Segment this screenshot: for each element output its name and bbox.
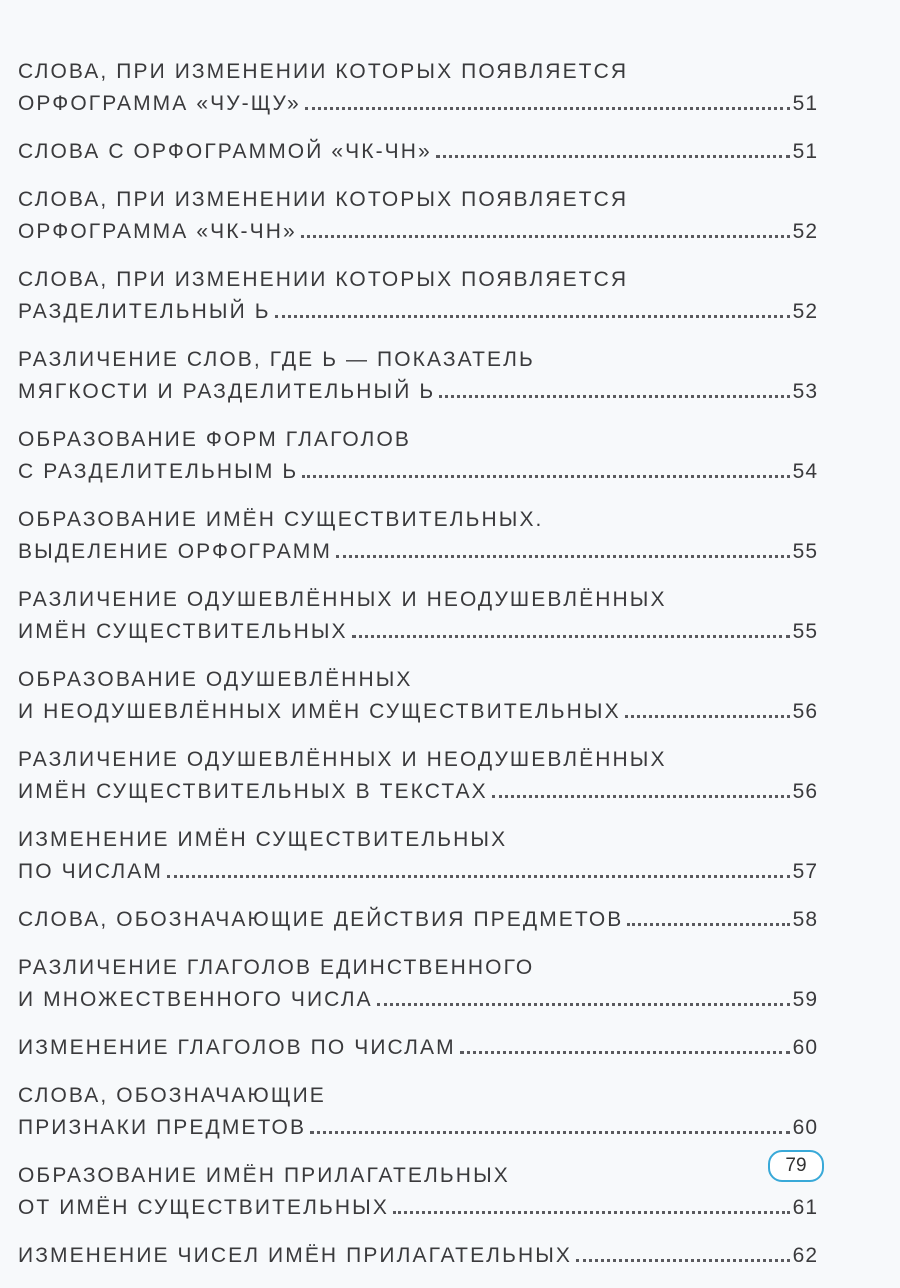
toc-entry: [18, 952, 818, 1016]
toc-entry-title-line: ОТ ИМЁН СУЩЕСТВИТЕЛЬНЫХ: [18, 1196, 389, 1219]
toc-entry-title-line: ОБРАЗОВАНИЕ ОДУШЕВЛЁННЫХ: [18, 668, 413, 691]
toc-entry: [18, 56, 818, 120]
toc-entry-title-line: ОБРАЗОВАНИЕ ИМЁН ПРИЛАГАТЕЛЬНЫХ: [18, 1164, 510, 1187]
toc-entry: [18, 1080, 818, 1144]
toc-entry-page-number: 62: [792, 1244, 818, 1267]
toc-entry: [18, 744, 818, 808]
toc-entry-page-number: 61: [792, 1196, 818, 1219]
toc-entry-last-line: [18, 696, 818, 728]
toc-entry-title-line: ИЗМЕНЕНИЕ ИМЁН СУЩЕСТВИТЕЛЬНЫХ: [18, 828, 508, 851]
toc-entry-title-line: СЛОВА С ОРФОГРАММОЙ «ЧК-ЧН»: [18, 140, 432, 163]
toc-entry-page-number: 53: [792, 380, 818, 403]
toc-entry-title-line: СЛОВА, ПРИ ИЗМЕНЕНИИ КОТОРЫХ ПОЯВЛЯЕТСЯ: [18, 268, 629, 291]
toc-entry: [18, 1240, 818, 1272]
toc-entry-title-line: ВЫДЕЛЕНИЕ ОРФОГРАММ: [18, 540, 332, 563]
toc-entry-title-line: РАЗЛИЧЕНИЕ ОДУШЕВЛЁННЫХ И НЕОДУШЕВЛЁННЫХ: [18, 588, 667, 611]
dot-leader: [439, 395, 789, 398]
toc-entry: [18, 264, 818, 328]
toc-entry: [18, 424, 818, 488]
toc-entry-title-line: РАЗЛИЧЕНИЕ СЛОВ, ГДЕ Ь — ПОКАЗАТЕЛЬ: [18, 348, 535, 371]
toc-entry-last-line: [18, 136, 818, 168]
toc-entry-title-line: ИМЁН СУЩЕСТВИТЕЛЬНЫХ: [18, 620, 348, 643]
toc-entry-last-line: [18, 88, 818, 120]
dot-leader: [436, 155, 790, 158]
toc-entry-title-line: ПРИЗНАКИ ПРЕДМЕТОВ: [18, 1116, 307, 1139]
toc-entry-last-line: [18, 536, 818, 568]
toc-entry-last-line: [18, 1240, 818, 1272]
dot-leader: [167, 875, 790, 878]
toc-entry-last-line: [18, 296, 818, 328]
dot-leader: [492, 795, 790, 798]
toc-entry-last-line: [18, 216, 818, 248]
dot-leader: [576, 1259, 790, 1262]
toc-entry: [18, 1160, 818, 1224]
dot-leader: [460, 1051, 790, 1054]
toc-entry: [18, 504, 818, 568]
dot-leader: [377, 1003, 790, 1006]
toc-entry-last-line: [18, 1032, 818, 1064]
toc-entry-title-line: И НЕОДУШЕВЛЁННЫХ ИМЁН СУЩЕСТВИТЕЛЬНЫХ: [18, 700, 621, 723]
dot-leader: [625, 715, 790, 718]
toc-entry-page-number: 56: [792, 700, 818, 723]
toc-entry: [18, 664, 818, 728]
toc-entry-last-line: [18, 456, 818, 488]
toc-entry-page-number: 52: [792, 220, 818, 243]
page-number-badge: 79: [768, 1150, 824, 1182]
toc-entry-last-line: [18, 616, 818, 648]
toc-entry-title-line: С РАЗДЕЛИТЕЛЬНЫМ Ь: [18, 460, 299, 483]
toc-entry-title-line: СЛОВА, ОБОЗНАЧАЮЩИЕ: [18, 1084, 326, 1107]
toc-entry-title-line: РАЗДЕЛИТЕЛЬНЫЙ Ь: [18, 300, 271, 323]
toc-entry-title-line: ИМЁН СУЩЕСТВИТЕЛЬНЫХ В ТЕКСТАХ: [18, 780, 488, 803]
toc-entry-page-number: 58: [792, 908, 818, 931]
toc-entry-title-line: ОБРАЗОВАНИЕ ФОРМ ГЛАГОЛОВ: [18, 428, 411, 451]
dot-leader: [305, 107, 790, 110]
toc-entry-page-number: 57: [792, 860, 818, 883]
toc-entry-title-line: РАЗЛИЧЕНИЕ ОДУШЕВЛЁННЫХ И НЕОДУШЕВЛЁННЫХ: [18, 748, 667, 771]
toc-entry: [18, 1032, 818, 1064]
dot-leader: [393, 1211, 790, 1214]
toc-entry-page-number: 55: [792, 540, 818, 563]
table-of-contents: [18, 56, 818, 1288]
toc-entry-page-number: 59: [792, 988, 818, 1011]
toc-entry-title-line: ОРФОГРАММА «ЧК-ЧН»: [18, 220, 297, 243]
toc-entry-title-line: СЛОВА, ПРИ ИЗМЕНЕНИИ КОТОРЫХ ПОЯВЛЯЕТСЯ: [18, 60, 629, 83]
toc-entry: [18, 136, 818, 168]
toc-entry: [18, 904, 818, 936]
toc-entry: [18, 184, 818, 248]
toc-entry-page-number: 60: [792, 1036, 818, 1059]
toc-entry-title-line: СЛОВА, ОБОЗНАЧАЮЩИЕ ДЕЙСТВИЯ ПРЕДМЕТОВ: [18, 908, 624, 931]
toc-entry-title-line: ОРФОГРАММА «ЧУ-ЩУ»: [18, 92, 301, 115]
toc-entry-title-line: ОБРАЗОВАНИЕ ИМЁН СУЩЕСТВИТЕЛЬНЫХ.: [18, 508, 544, 531]
toc-entry-last-line: [18, 1112, 818, 1144]
dot-leader: [627, 923, 789, 926]
dot-leader: [301, 235, 790, 238]
toc-entry-last-line: [18, 984, 818, 1016]
dot-leader: [302, 475, 789, 478]
dot-leader: [310, 1131, 790, 1134]
dot-leader: [336, 555, 790, 558]
toc-entry-page-number: 51: [792, 92, 818, 115]
toc-entry-page-number: 51: [792, 140, 818, 163]
toc-entry-title-line: ПО ЧИСЛАМ: [18, 860, 164, 883]
toc-entry-page-number: 52: [792, 300, 818, 323]
toc-entry-last-line: [18, 376, 818, 408]
toc-entry-last-line: [18, 904, 818, 936]
toc-entry-title-line: РАЗЛИЧЕНИЕ ГЛАГОЛОВ ЕДИНСТВЕННОГО: [18, 956, 535, 979]
toc-entry-last-line: [18, 776, 818, 808]
toc-entry-page-number: 54: [792, 460, 818, 483]
toc-entry: [18, 344, 818, 408]
toc-entry-title-line: ИЗМЕНЕНИЕ ГЛАГОЛОВ ПО ЧИСЛАМ: [18, 1036, 456, 1059]
toc-entry-page-number: 56: [792, 780, 818, 803]
toc-entry-title-line: И МНОЖЕСТВЕННОГО ЧИСЛА: [18, 988, 373, 1011]
toc-entry: [18, 584, 818, 648]
toc-entry-title-line: СЛОВА, ПРИ ИЗМЕНЕНИИ КОТОРЫХ ПОЯВЛЯЕТСЯ: [18, 188, 629, 211]
toc-entry: [18, 824, 818, 888]
toc-entry-last-line: [18, 856, 818, 888]
toc-entry-last-line: [18, 1192, 818, 1224]
toc-entry-page-number: 60: [792, 1116, 818, 1139]
toc-entry-title-line: ИЗМЕНЕНИЕ ЧИСЕЛ ИМЁН ПРИЛАГАТЕЛЬНЫХ: [18, 1244, 573, 1267]
dot-leader: [275, 315, 790, 318]
toc-entry-page-number: 55: [792, 620, 818, 643]
dot-leader: [352, 635, 790, 638]
toc-entry-title-line: МЯГКОСТИ И РАЗДЕЛИТЕЛЬНЫЙ Ь: [18, 380, 436, 403]
